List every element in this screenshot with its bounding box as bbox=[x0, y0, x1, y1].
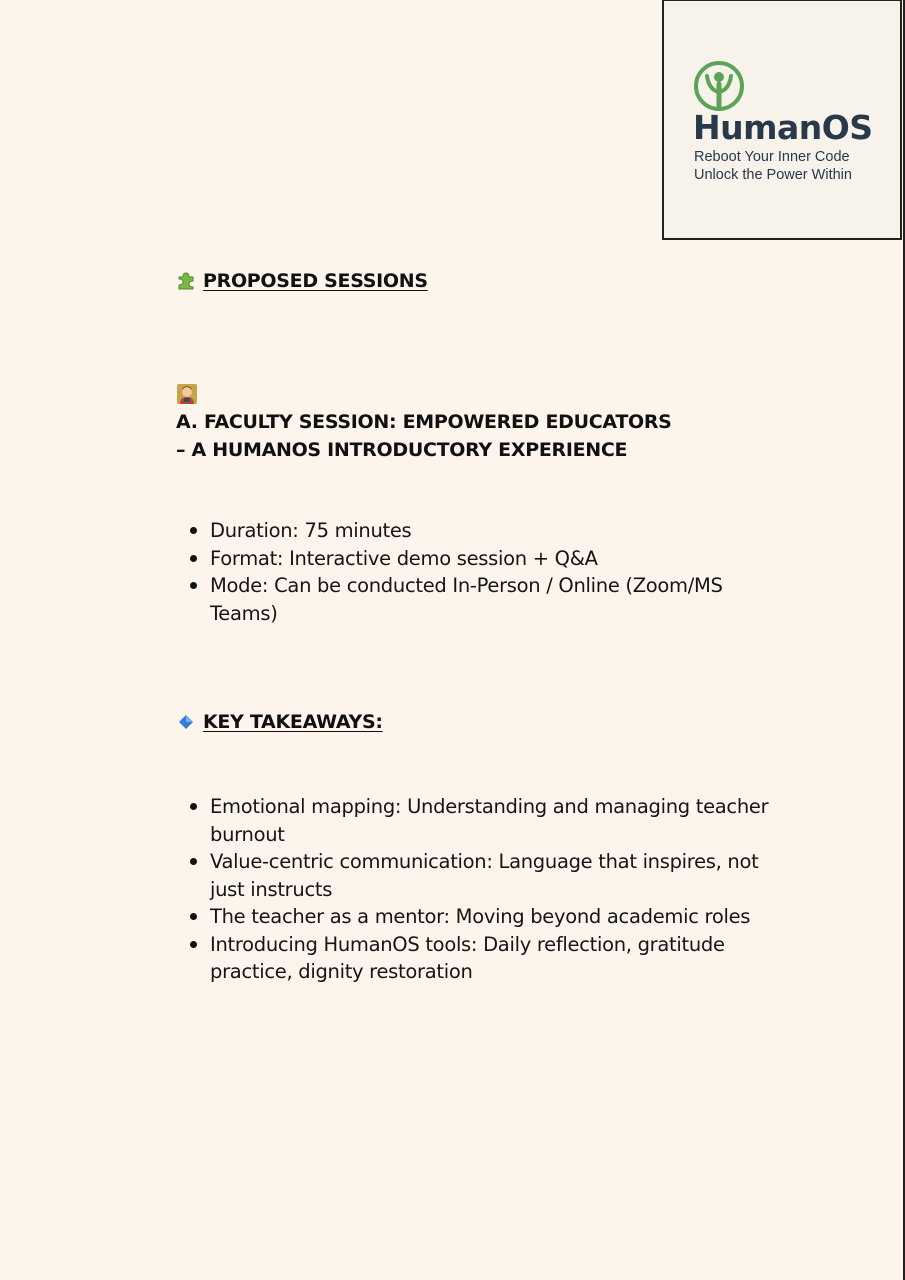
list-item: Emotional mapping: Understanding and managing teacher burnout bbox=[188, 793, 778, 848]
faculty-session-title bbox=[176, 408, 672, 464]
session-details-list bbox=[188, 517, 778, 627]
list-item: Duration: 75 minutes bbox=[188, 517, 778, 545]
proposed-sessions-heading bbox=[176, 270, 428, 292]
logo-tagline-1: Reboot Your Inner Code bbox=[694, 149, 850, 165]
blue-diamond-icon bbox=[176, 712, 196, 732]
faculty-session-title-line-2: – A HUMANOS INTRODUCTORY EXPERIENCE bbox=[176, 439, 628, 461]
logo-name: HumanOS bbox=[693, 108, 873, 147]
list-item: Format: Interactive demo session + Q&A bbox=[188, 545, 778, 573]
faculty-session-title-line-1: A. FACULTY SESSION: EMPOWERED EDUCATORS bbox=[176, 411, 672, 433]
logo-box bbox=[662, 0, 902, 240]
logo-tagline-2: Unlock the Power Within bbox=[694, 167, 852, 183]
list-item: Mode: Can be conducted In-Person / Online (Zoom/MS Teams) bbox=[188, 572, 778, 627]
key-takeaways-list bbox=[188, 793, 778, 986]
proposed-sessions-title: PROPOSED SESSIONS bbox=[203, 270, 428, 292]
teacher-icon bbox=[176, 383, 198, 405]
list-item: Value-centric communication: Language that inspires, not just instructs bbox=[188, 848, 778, 903]
list-item: Introducing HumanOS tools: Daily reflection, gratitude practice, dignity restoration bbox=[188, 931, 778, 986]
key-takeaways-title: KEY TAKEAWAYS: bbox=[203, 711, 383, 733]
puzzle-piece-icon bbox=[176, 271, 196, 291]
humanos-logo-icon bbox=[693, 60, 745, 112]
list-item: The teacher as a mentor: Moving beyond academic roles bbox=[188, 903, 778, 931]
key-takeaways-heading bbox=[176, 711, 383, 733]
